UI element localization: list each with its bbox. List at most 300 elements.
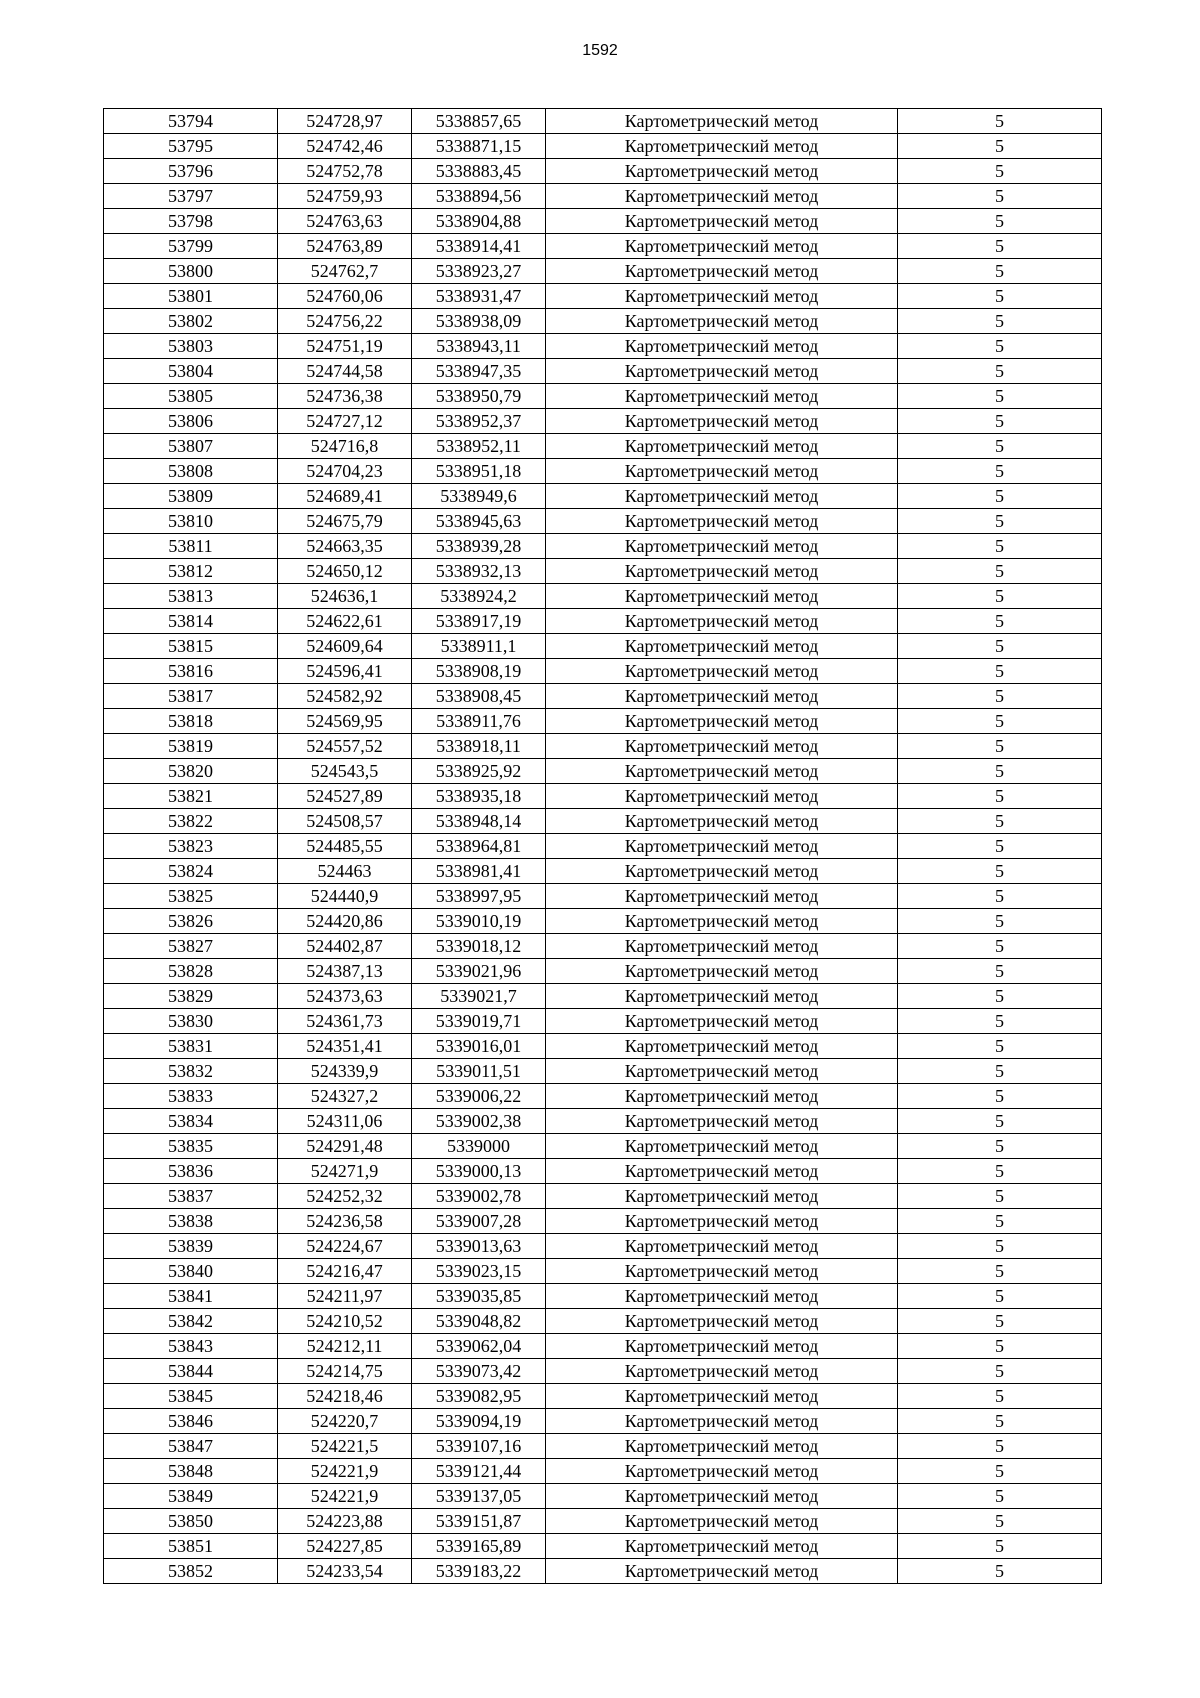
x-coordinate-cell: 524351,41 (278, 1034, 412, 1059)
method-cell: Картометрический метод (546, 709, 898, 734)
table-row (104, 1134, 1102, 1159)
x-coordinate-cell: 524210,52 (278, 1309, 412, 1334)
accuracy-cell: 5 (898, 884, 1102, 909)
point-number-cell: 53804 (104, 359, 278, 384)
point-number-cell: 53846 (104, 1409, 278, 1434)
y-coordinate-cell: 5338925,92 (412, 759, 546, 784)
table-row (104, 759, 1102, 784)
method-cell: Картометрический метод (546, 134, 898, 159)
table-row (104, 509, 1102, 534)
method-cell: Картометрический метод (546, 459, 898, 484)
x-coordinate-cell: 524569,95 (278, 709, 412, 734)
accuracy-cell: 5 (898, 784, 1102, 809)
x-coordinate-cell: 524622,61 (278, 609, 412, 634)
coordinates-table (103, 108, 1102, 1584)
x-coordinate-cell: 524271,9 (278, 1159, 412, 1184)
method-cell: Картометрический метод (546, 1559, 898, 1584)
method-cell: Картометрический метод (546, 1434, 898, 1459)
method-cell: Картометрический метод (546, 259, 898, 284)
x-coordinate-cell: 524227,85 (278, 1534, 412, 1559)
point-number-cell: 53839 (104, 1234, 278, 1259)
y-coordinate-cell: 5339035,85 (412, 1284, 546, 1309)
table-row (104, 409, 1102, 434)
accuracy-cell: 5 (898, 709, 1102, 734)
accuracy-cell: 5 (898, 759, 1102, 784)
point-number-cell: 53849 (104, 1484, 278, 1509)
point-number-cell: 53810 (104, 509, 278, 534)
method-cell: Картометрический метод (546, 209, 898, 234)
y-coordinate-cell: 5338949,6 (412, 484, 546, 509)
table-row (104, 909, 1102, 934)
y-coordinate-cell: 5339082,95 (412, 1384, 546, 1409)
accuracy-cell: 5 (898, 1184, 1102, 1209)
table-row (104, 459, 1102, 484)
x-coordinate-cell: 524216,47 (278, 1259, 412, 1284)
point-number-cell: 53799 (104, 234, 278, 259)
y-coordinate-cell: 5338952,37 (412, 409, 546, 434)
x-coordinate-cell: 524759,93 (278, 184, 412, 209)
y-coordinate-cell: 5339013,63 (412, 1234, 546, 1259)
accuracy-cell: 5 (898, 1484, 1102, 1509)
point-number-cell: 53842 (104, 1309, 278, 1334)
method-cell: Картометрический метод (546, 1484, 898, 1509)
point-number-cell: 53850 (104, 1509, 278, 1534)
x-coordinate-cell: 524508,57 (278, 809, 412, 834)
point-number-cell: 53798 (104, 209, 278, 234)
y-coordinate-cell: 5339002,78 (412, 1184, 546, 1209)
method-cell: Картометрический метод (546, 659, 898, 684)
x-coordinate-cell: 524751,19 (278, 334, 412, 359)
accuracy-cell: 5 (898, 659, 1102, 684)
point-number-cell: 53823 (104, 834, 278, 859)
method-cell: Картометрический метод (546, 909, 898, 934)
point-number-cell: 53827 (104, 934, 278, 959)
y-coordinate-cell: 5338904,88 (412, 209, 546, 234)
y-coordinate-cell: 5339165,89 (412, 1534, 546, 1559)
y-coordinate-cell: 5339151,87 (412, 1509, 546, 1534)
point-number-cell: 53824 (104, 859, 278, 884)
table-row (104, 209, 1102, 234)
point-number-cell: 53825 (104, 884, 278, 909)
method-cell: Картометрический метод (546, 784, 898, 809)
method-cell: Картометрический метод (546, 159, 898, 184)
y-coordinate-cell: 5339016,01 (412, 1034, 546, 1059)
point-number-cell: 53845 (104, 1384, 278, 1409)
table-row (104, 1459, 1102, 1484)
x-coordinate-cell: 524214,75 (278, 1359, 412, 1384)
method-cell: Картометрический метод (546, 1234, 898, 1259)
method-cell: Картометрический метод (546, 1134, 898, 1159)
x-coordinate-cell: 524716,8 (278, 434, 412, 459)
x-coordinate-cell: 524543,5 (278, 759, 412, 784)
x-coordinate-cell: 524311,06 (278, 1109, 412, 1134)
accuracy-cell: 5 (898, 134, 1102, 159)
accuracy-cell: 5 (898, 1509, 1102, 1534)
point-number-cell: 53806 (104, 409, 278, 434)
x-coordinate-cell: 524762,7 (278, 259, 412, 284)
method-cell: Картометрический метод (546, 509, 898, 534)
point-number-cell: 53828 (104, 959, 278, 984)
method-cell: Картометрический метод (546, 184, 898, 209)
method-cell: Картометрический метод (546, 1034, 898, 1059)
accuracy-cell: 5 (898, 1059, 1102, 1084)
table-row (104, 259, 1102, 284)
x-coordinate-cell: 524291,48 (278, 1134, 412, 1159)
x-coordinate-cell: 524527,89 (278, 784, 412, 809)
y-coordinate-cell: 5339007,28 (412, 1209, 546, 1234)
point-number-cell: 53819 (104, 734, 278, 759)
table-row (104, 659, 1102, 684)
method-cell: Картометрический метод (546, 1409, 898, 1434)
point-number-cell: 53815 (104, 634, 278, 659)
table-row (104, 184, 1102, 209)
accuracy-cell: 5 (898, 1409, 1102, 1434)
method-cell: Картометрический метод (546, 1534, 898, 1559)
table-row (104, 709, 1102, 734)
x-coordinate-cell: 524742,46 (278, 134, 412, 159)
accuracy-cell: 5 (898, 109, 1102, 134)
y-coordinate-cell: 5338935,18 (412, 784, 546, 809)
accuracy-cell: 5 (898, 1534, 1102, 1559)
table-row (104, 834, 1102, 859)
y-coordinate-cell: 5338857,65 (412, 109, 546, 134)
point-number-cell: 53833 (104, 1084, 278, 1109)
method-cell: Картометрический метод (546, 1209, 898, 1234)
table-row (104, 484, 1102, 509)
method-cell: Картометрический метод (546, 734, 898, 759)
table-row (104, 784, 1102, 809)
method-cell: Картометрический метод (546, 409, 898, 434)
point-number-cell: 53847 (104, 1434, 278, 1459)
y-coordinate-cell: 5338908,45 (412, 684, 546, 709)
y-coordinate-cell: 5339018,12 (412, 934, 546, 959)
point-number-cell: 53801 (104, 284, 278, 309)
method-cell: Картометрический метод (546, 359, 898, 384)
table-row (104, 934, 1102, 959)
accuracy-cell: 5 (898, 184, 1102, 209)
accuracy-cell: 5 (898, 409, 1102, 434)
point-number-cell: 53794 (104, 109, 278, 134)
table-row (104, 1484, 1102, 1509)
x-coordinate-cell: 524233,54 (278, 1559, 412, 1584)
method-cell: Картометрический метод (546, 309, 898, 334)
y-coordinate-cell: 5338951,18 (412, 459, 546, 484)
y-coordinate-cell: 5338918,11 (412, 734, 546, 759)
x-coordinate-cell: 524221,9 (278, 1484, 412, 1509)
table-row (104, 984, 1102, 1009)
x-coordinate-cell: 524728,97 (278, 109, 412, 134)
point-number-cell: 53836 (104, 1159, 278, 1184)
point-number-cell: 53803 (104, 334, 278, 359)
x-coordinate-cell: 524760,06 (278, 284, 412, 309)
point-number-cell: 53802 (104, 309, 278, 334)
accuracy-cell: 5 (898, 1209, 1102, 1234)
accuracy-cell: 5 (898, 1359, 1102, 1384)
x-coordinate-cell: 524689,41 (278, 484, 412, 509)
table-row (104, 584, 1102, 609)
table-row (104, 309, 1102, 334)
point-number-cell: 53826 (104, 909, 278, 934)
x-coordinate-cell: 524596,41 (278, 659, 412, 684)
table-row (104, 959, 1102, 984)
y-coordinate-cell: 5339048,82 (412, 1309, 546, 1334)
accuracy-cell: 5 (898, 284, 1102, 309)
accuracy-cell: 5 (898, 484, 1102, 509)
x-coordinate-cell: 524223,88 (278, 1509, 412, 1534)
x-coordinate-cell: 524763,63 (278, 209, 412, 234)
x-coordinate-cell: 524387,13 (278, 959, 412, 984)
y-coordinate-cell: 5338947,35 (412, 359, 546, 384)
accuracy-cell: 5 (898, 159, 1102, 184)
y-coordinate-cell: 5338917,19 (412, 609, 546, 634)
accuracy-cell: 5 (898, 1084, 1102, 1109)
x-coordinate-cell: 524557,52 (278, 734, 412, 759)
table-row (104, 159, 1102, 184)
table-row (104, 359, 1102, 384)
accuracy-cell: 5 (898, 734, 1102, 759)
y-coordinate-cell: 5338923,27 (412, 259, 546, 284)
method-cell: Картометрический метод (546, 759, 898, 784)
accuracy-cell: 5 (898, 1384, 1102, 1409)
point-number-cell: 53820 (104, 759, 278, 784)
table-row (104, 1034, 1102, 1059)
accuracy-cell: 5 (898, 959, 1102, 984)
point-number-cell: 53838 (104, 1209, 278, 1234)
accuracy-cell: 5 (898, 984, 1102, 1009)
accuracy-cell: 5 (898, 1259, 1102, 1284)
method-cell: Картометрический метод (546, 1284, 898, 1309)
table-row (104, 634, 1102, 659)
accuracy-cell: 5 (898, 384, 1102, 409)
method-cell: Картометрический метод (546, 284, 898, 309)
method-cell: Картометрический метод (546, 959, 898, 984)
table-row (104, 559, 1102, 584)
point-number-cell: 53834 (104, 1109, 278, 1134)
accuracy-cell: 5 (898, 909, 1102, 934)
table-row (104, 859, 1102, 884)
y-coordinate-cell: 5338911,1 (412, 634, 546, 659)
accuracy-cell: 5 (898, 509, 1102, 534)
y-coordinate-cell: 5339006,22 (412, 1084, 546, 1109)
method-cell: Картометрический метод (546, 584, 898, 609)
y-coordinate-cell: 5338883,45 (412, 159, 546, 184)
method-cell: Картометрический метод (546, 484, 898, 509)
y-coordinate-cell: 5339062,04 (412, 1334, 546, 1359)
method-cell: Картометрический метод (546, 1384, 898, 1409)
point-number-cell: 53831 (104, 1034, 278, 1059)
accuracy-cell: 5 (898, 1009, 1102, 1034)
accuracy-cell: 5 (898, 584, 1102, 609)
y-coordinate-cell: 5338945,63 (412, 509, 546, 534)
method-cell: Картометрический метод (546, 1159, 898, 1184)
method-cell: Картометрический метод (546, 384, 898, 409)
x-coordinate-cell: 524218,46 (278, 1384, 412, 1409)
table-row (104, 734, 1102, 759)
method-cell: Картометрический метод (546, 1259, 898, 1284)
table-row (104, 434, 1102, 459)
y-coordinate-cell: 5339011,51 (412, 1059, 546, 1084)
y-coordinate-cell: 5338932,13 (412, 559, 546, 584)
point-number-cell: 53821 (104, 784, 278, 809)
point-number-cell: 53808 (104, 459, 278, 484)
point-number-cell: 53840 (104, 1259, 278, 1284)
accuracy-cell: 5 (898, 1234, 1102, 1259)
x-coordinate-cell: 524440,9 (278, 884, 412, 909)
accuracy-cell: 5 (898, 1034, 1102, 1059)
accuracy-cell: 5 (898, 559, 1102, 584)
x-coordinate-cell: 524236,58 (278, 1209, 412, 1234)
accuracy-cell: 5 (898, 684, 1102, 709)
point-number-cell: 53851 (104, 1534, 278, 1559)
table-row (104, 1334, 1102, 1359)
y-coordinate-cell: 5339023,15 (412, 1259, 546, 1284)
point-number-cell: 53796 (104, 159, 278, 184)
method-cell: Картометрический метод (546, 109, 898, 134)
accuracy-cell: 5 (898, 459, 1102, 484)
x-coordinate-cell: 524485,55 (278, 834, 412, 859)
x-coordinate-cell: 524221,5 (278, 1434, 412, 1459)
point-number-cell: 53844 (104, 1359, 278, 1384)
x-coordinate-cell: 524252,32 (278, 1184, 412, 1209)
accuracy-cell: 5 (898, 1434, 1102, 1459)
y-coordinate-cell: 5338939,28 (412, 534, 546, 559)
accuracy-cell: 5 (898, 1284, 1102, 1309)
y-coordinate-cell: 5338997,95 (412, 884, 546, 909)
method-cell: Картометрический метод (546, 1009, 898, 1034)
table-row (104, 1209, 1102, 1234)
y-coordinate-cell: 5338981,41 (412, 859, 546, 884)
method-cell: Картометрический метод (546, 1059, 898, 1084)
x-coordinate-cell: 524736,38 (278, 384, 412, 409)
table-row (104, 684, 1102, 709)
x-coordinate-cell: 524373,63 (278, 984, 412, 1009)
accuracy-cell: 5 (898, 359, 1102, 384)
method-cell: Картометрический метод (546, 859, 898, 884)
accuracy-cell: 5 (898, 809, 1102, 834)
table-row (104, 1259, 1102, 1284)
y-coordinate-cell: 5338964,81 (412, 834, 546, 859)
y-coordinate-cell: 5339183,22 (412, 1559, 546, 1584)
table-row (104, 1284, 1102, 1309)
accuracy-cell: 5 (898, 634, 1102, 659)
method-cell: Картометрический метод (546, 1184, 898, 1209)
x-coordinate-cell: 524582,92 (278, 684, 412, 709)
y-coordinate-cell: 5339137,05 (412, 1484, 546, 1509)
accuracy-cell: 5 (898, 609, 1102, 634)
y-coordinate-cell: 5338924,2 (412, 584, 546, 609)
y-coordinate-cell: 5339002,38 (412, 1109, 546, 1134)
method-cell: Картометрический метод (546, 1309, 898, 1334)
method-cell: Картометрический метод (546, 1334, 898, 1359)
point-number-cell: 53795 (104, 134, 278, 159)
x-coordinate-cell: 524727,12 (278, 409, 412, 434)
point-number-cell: 53817 (104, 684, 278, 709)
y-coordinate-cell: 5338914,41 (412, 234, 546, 259)
table-row (104, 884, 1102, 909)
x-coordinate-cell: 524763,89 (278, 234, 412, 259)
accuracy-cell: 5 (898, 859, 1102, 884)
accuracy-cell: 5 (898, 1334, 1102, 1359)
point-number-cell: 53835 (104, 1134, 278, 1159)
accuracy-cell: 5 (898, 434, 1102, 459)
table-row (104, 134, 1102, 159)
accuracy-cell: 5 (898, 334, 1102, 359)
x-coordinate-cell: 524212,11 (278, 1334, 412, 1359)
x-coordinate-cell: 524361,73 (278, 1009, 412, 1034)
y-coordinate-cell: 5338948,14 (412, 809, 546, 834)
method-cell: Картометрический метод (546, 934, 898, 959)
table-row (104, 1409, 1102, 1434)
accuracy-cell: 5 (898, 1459, 1102, 1484)
method-cell: Картометрический метод (546, 834, 898, 859)
point-number-cell: 53837 (104, 1184, 278, 1209)
accuracy-cell: 5 (898, 234, 1102, 259)
point-number-cell: 53822 (104, 809, 278, 834)
y-coordinate-cell: 5339107,16 (412, 1434, 546, 1459)
accuracy-cell: 5 (898, 309, 1102, 334)
point-number-cell: 53843 (104, 1334, 278, 1359)
point-number-cell: 53813 (104, 584, 278, 609)
y-coordinate-cell: 5339073,42 (412, 1359, 546, 1384)
table-row (104, 1234, 1102, 1259)
x-coordinate-cell: 524220,7 (278, 1409, 412, 1434)
method-cell: Картометрический метод (546, 534, 898, 559)
method-cell: Картометрический метод (546, 634, 898, 659)
point-number-cell: 53829 (104, 984, 278, 1009)
table-row (104, 1059, 1102, 1084)
accuracy-cell: 5 (898, 1134, 1102, 1159)
method-cell: Картометрический метод (546, 559, 898, 584)
y-coordinate-cell: 5338938,09 (412, 309, 546, 334)
x-coordinate-cell: 524609,64 (278, 634, 412, 659)
y-coordinate-cell: 5339010,19 (412, 909, 546, 934)
table-row (104, 1309, 1102, 1334)
point-number-cell: 53797 (104, 184, 278, 209)
y-coordinate-cell: 5338871,15 (412, 134, 546, 159)
table-row (104, 1509, 1102, 1534)
accuracy-cell: 5 (898, 1559, 1102, 1584)
method-cell: Картометрический метод (546, 434, 898, 459)
accuracy-cell: 5 (898, 1309, 1102, 1334)
point-number-cell: 53832 (104, 1059, 278, 1084)
point-number-cell: 53812 (104, 559, 278, 584)
point-number-cell: 53811 (104, 534, 278, 559)
x-coordinate-cell: 524756,22 (278, 309, 412, 334)
x-coordinate-cell: 524663,35 (278, 534, 412, 559)
point-number-cell: 53814 (104, 609, 278, 634)
x-coordinate-cell: 524636,1 (278, 584, 412, 609)
y-coordinate-cell: 5338908,19 (412, 659, 546, 684)
point-number-cell: 53841 (104, 1284, 278, 1309)
point-number-cell: 53807 (104, 434, 278, 459)
x-coordinate-cell: 524752,78 (278, 159, 412, 184)
point-number-cell: 53800 (104, 259, 278, 284)
method-cell: Картометрический метод (546, 234, 898, 259)
page-number: 1592 (582, 42, 618, 59)
table-row (104, 609, 1102, 634)
accuracy-cell: 5 (898, 259, 1102, 284)
point-number-cell: 53848 (104, 1459, 278, 1484)
y-coordinate-cell: 5338943,11 (412, 334, 546, 359)
y-coordinate-cell: 5339021,96 (412, 959, 546, 984)
method-cell: Картометрический метод (546, 609, 898, 634)
method-cell: Картометрический метод (546, 984, 898, 1009)
method-cell: Картометрический метод (546, 334, 898, 359)
table-row (104, 234, 1102, 259)
table-row (104, 1359, 1102, 1384)
x-coordinate-cell: 524339,9 (278, 1059, 412, 1084)
accuracy-cell: 5 (898, 1109, 1102, 1134)
